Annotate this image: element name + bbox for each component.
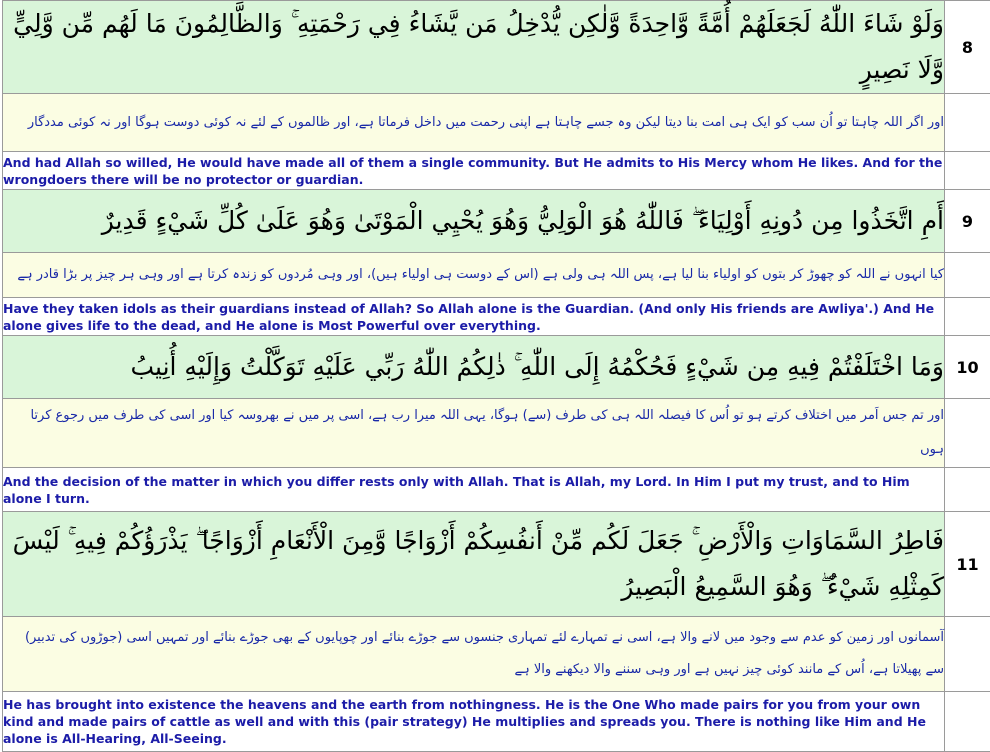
verse-arabic-row: [3, 190, 990, 253]
verses-table: [2, 0, 990, 752]
urdu-translation-text: اور تم جس اَمر میں اختلاف کرتے ہو تو اُس کا فیصلہ اللہ ہی کی طرف (سے) ہوگا، یہی اللہ میرا رب ہے، اسی پر میں نے بھروسہ کیا اور اسی کی طرف میں رجوع کرتا ہوں: [3, 399, 945, 468]
empty-cell: [945, 94, 990, 152]
verse-urdu-row: [3, 253, 990, 298]
verse-arabic-row: [3, 512, 990, 617]
english-translation-text: And the decision of the matter in which you differ rests only with Allah. That is Allah, my Lord. In Him I put my trust, and to Him alone I turn.: [3, 468, 945, 512]
verse-number: 8: [945, 1, 990, 94]
empty-cell: [945, 468, 990, 512]
urdu-translation-text: کیا انہوں نے اللہ کو چھوڑ کر بتوں کو اولیاء بنا لیا ہے، پس اللہ ہی ولی ہے (اس کے دوست ہی اولیاء ہیں)، اور وہی مُردوں کو زندہ کرتا ہے اور وہی ہر چیز پر بڑا قادر ہے: [3, 253, 945, 298]
english-translation-text: And had Allah so willed, He would have made all of them a single community. But He admits to His Mercy whom He likes. And for the wrongdoers there will be no protector or guardian.: [3, 152, 945, 190]
empty-cell: [945, 253, 990, 298]
empty-cell: [945, 152, 990, 190]
arabic-verse-text: وَلَوْ شَاءَ اللّٰهُ لَجَعَلَهُمْ أُمَّةً وَّاحِدَةً وَّلٰكِن يُّدْخِلُ مَن يَّشَاءُ فِي رَحْمَتِهِ ۚ وَالظَّالِمُونَ مَا لَهُم مِّن وَّلِيٍّ وَّلَا نَصِيرٍ: [3, 1, 945, 94]
empty-cell: [945, 692, 990, 752]
verse-english-row: [3, 692, 990, 752]
english-translation-text: He has brought into existence the heavens and the earth from nothingness. He is the One Who made pairs for you from your own kind and made pairs of cattle as well and with this (pair strategy) He multiplies and spreads you. There is nothing like Him and He alone is All-Hearing, All-Seeing.: [3, 692, 945, 752]
verse-number: 9: [945, 190, 990, 253]
arabic-verse-text: أَمِ اتَّخَذُوا مِن دُونِهِ أَوْلِيَاءَ ۖ فَاللّٰهُ هُوَ الْوَلِيُّ وَهُوَ يُحْيِي الْمَوْتَىٰ وَهُوَ عَلَىٰ كُلِّ شَيْءٍ قَدِيرٌ: [3, 190, 945, 253]
verse-english-row: [3, 468, 990, 512]
verse-urdu-row: [3, 399, 990, 468]
urdu-translation-text: آسمانوں اور زمین کو عدم سے وجود میں لانے والا ہے، اسی نے تمہارے لئے تمہاری جنسوں سے جوڑے بنائے اور چوپایوں کے بھی جوڑے بنائے اور تمہیں اسی (جوڑوں کی تدبیر) سے پھیلاتا ہے، اُس کے مانند کوئی چیز نہیں ہے اور وہی سننے والا دیکھنے والا ہے: [3, 617, 945, 692]
arabic-verse-text: فَاطِرُ السَّمَاوَاتِ وَالْأَرْضِ ۚ جَعَلَ لَكُم مِّنْ أَنفُسِكُمْ أَزْوَاجًا وَّمِنَ الْأَنْعَامِ أَزْوَاجًا ۖ يَذْرَؤُكُمْ فِيهِ ۚ لَيْسَ كَمِثْلِهِ شَيْءٌ ۖ وَهُوَ السَّمِيعُ الْبَصِيرُ: [3, 512, 945, 617]
urdu-translation-text: اور اگر اللہ چاہتا تو اُن سب کو ایک ہی امت بنا دیتا لیکن وہ جسے چاہتا ہے اپنی رحمت میں داخل فرماتا ہے، اور ظالموں کے لئے نہ کوئی دوست ہوگا اور نہ کوئی مددگار: [3, 94, 945, 152]
empty-cell: [945, 617, 990, 692]
arabic-verse-text: وَمَا اخْتَلَفْتُمْ فِيهِ مِن شَيْءٍ فَحُكْمُهُ إِلَى اللّٰهِ ۚ ذٰلِكُمُ اللّٰهُ رَبِّي عَلَيْهِ تَوَكَّلْتُ وَإِلَيْهِ أُنِيبُ: [3, 336, 945, 399]
empty-cell: [945, 298, 990, 336]
verse-number: 11: [945, 512, 990, 617]
verse-arabic-row: [3, 1, 990, 94]
verse-urdu-row: [3, 94, 990, 152]
english-translation-text: Have they taken idols as their guardians instead of Allah? So Allah alone is the Guardian. (And only His friends are Awliya'.) And He alone gives life to the dead, and He alone is Most Powerful over everything.: [3, 298, 945, 336]
verse-english-row: [3, 152, 990, 190]
verse-urdu-row: [3, 617, 990, 692]
verse-number: 10: [945, 336, 990, 399]
verse-arabic-row: [3, 336, 990, 399]
verse-english-row: [3, 298, 990, 336]
empty-cell: [945, 399, 990, 468]
